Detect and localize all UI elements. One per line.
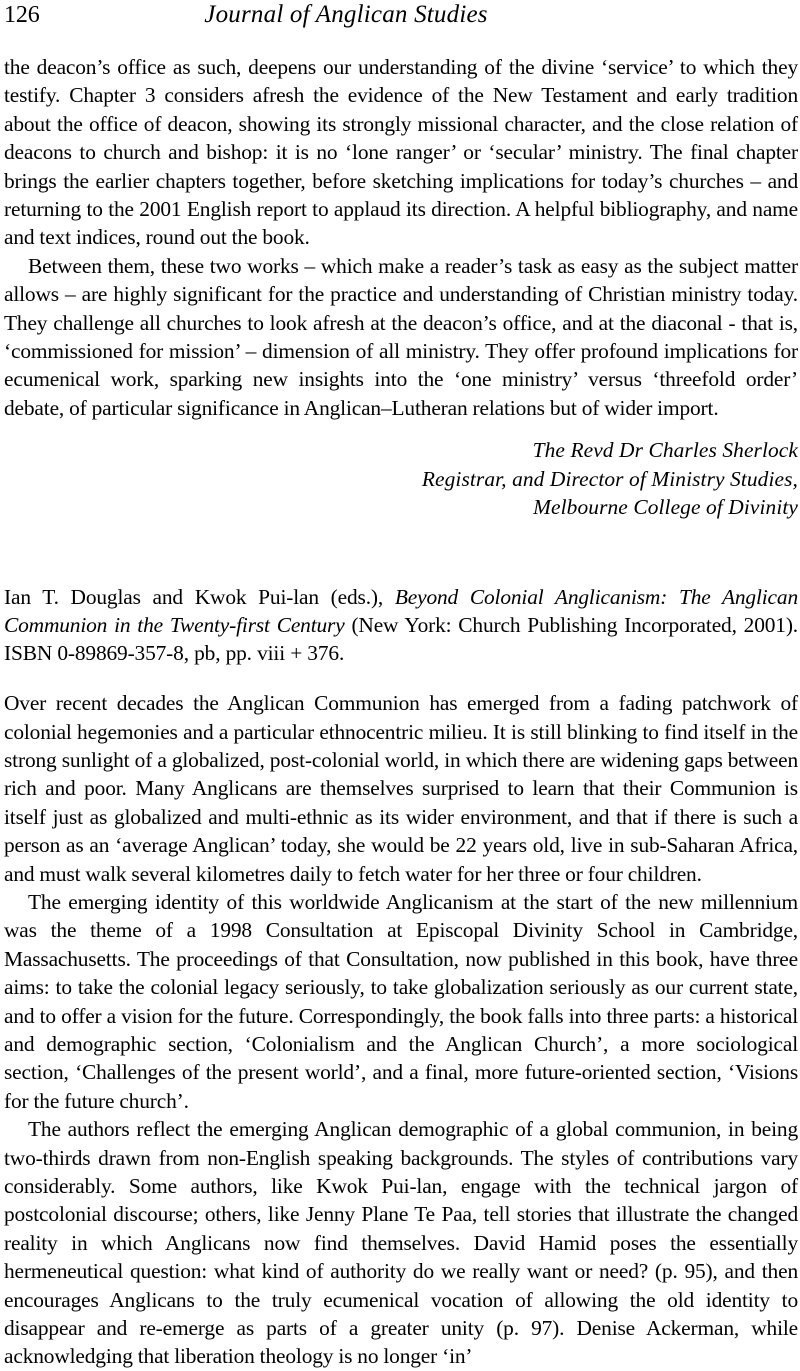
journal-title: Journal of Anglican Studies	[204, 1, 488, 28]
citation-publication-details: (New York: Church Publishing Incorporated, 2001). ISBN 0-89869-357-8, pb, pp. viii + 376.	[4, 612, 798, 666]
reviewer-name: The Revd Dr Charles Sherlock	[532, 438, 798, 463]
book-citation	[4, 583, 798, 668]
citation-editors: Ian T. Douglas and Kwok Pui-lan (eds.),	[4, 584, 395, 609]
review-one-continued-paragraph: the deacon’s office as such, deepens our understanding of the divine ‘service’ to which they testify. Chapter 3 considers afresh the evidence of the New Testament and early tradition about the office of deacon, showing its strongly missional character, and the close relation of deacons to church and bishop: it is no ‘lone ranger’ or ‘secular’ ministry. The final chapter brings the earlier chapters together, before sketching implications for today’s churches – and returning to the 2001 English report to applaud its direction. A helpful bibliography, and name and text indices, round out the book.	[4, 55, 798, 250]
page-number: 126	[4, 2, 40, 28]
reviewer-signature	[4, 436, 798, 521]
review-two-paragraph-2: The emerging identity of this worldwide Anglicanism at the start of the new millennium was the theme of a 1998 Consultation at Episcopal Divinity School in Cambridge, Massachusetts. The proceedings of that Consultation, now published in this book, have three aims: to take the colonial legacy seriously, to take globalization seriously as our current state, and to offer a vision for the future. Correspondingly, the book falls into three parts: a historical and demographic section, ‘Colonialism and the Anglican Church’, a more sociological section, ‘Challenges of the present world’, and a final, more future-oriented section, ‘Visions for the future church’.	[4, 889, 798, 1113]
citation-book-title: Beyond Colonial Anglicanism: The Anglican Communion in the Twenty-first Century	[4, 584, 798, 637]
running-head	[0, 0, 800, 40]
review-one-closing-paragraph: Between them, these two works – which make a reader’s task as easy as the subject matter allows – are highly significant for the practice and understanding of Christian ministry today. They challenge all churches to look afresh at the deacon’s office, and at the diaconal - that is, ‘commissioned for mission’ – dimension of all ministry. They offer profound implications for ecumenical work, sparking new insights into the ‘one ministry’ versus ‘threefold order’ debate, of particular significance in Anglican–Lutheran relations but of wider import.	[4, 253, 798, 420]
reviewer-institution: Melbourne College of Divinity	[533, 495, 798, 520]
text-column	[4, 53, 798, 1371]
reviewer-role: Registrar, and Director of Ministry Studies,	[421, 466, 798, 491]
review-two-paragraph-1: Over recent decades the Anglican Communion has emerged from a fading patchwork of colonial hegemonies and a particular ethnocentric milieu. It is still blinking to find itself in the strong sunlight of a globalized, post-colonial world, in which there are widening gaps between rich and poor. Many Anglicans are themselves surprised to learn that their Communion is itself just as globalized and multi-ethnic as its wider environment, and that if there is such a person as an ‘average Anglican’ today, she would be 22 years old, live in sub-Saharan Africa, and must walk several kilometres daily to fetch water for her three or four children.	[4, 691, 798, 886]
review-two-paragraph-3: The authors reflect the emerging Anglican demographic of a global communion, in being two-thirds drawn from non-English speaking backgrounds. The styles of contributions vary considerably. Some authors, like Kwok Pui-lan, engage with the technical jargon of postcolonial discourse; others, like Jenny Plane Te Paa, tell stories that illustrate the changed reality in which Anglicans now find themselves. David Hamid poses the essentially hermeneutical question: what kind of authority do we really want or need? (p. 95), and then encourages Anglicans to the truly ecumenical vocation of allowing the old identity to disappear and re-emerge as parts of a greater unity (p. 97). Denise Ackerman, while acknowledging that liberation theology is no longer ‘in’	[4, 1117, 798, 1369]
